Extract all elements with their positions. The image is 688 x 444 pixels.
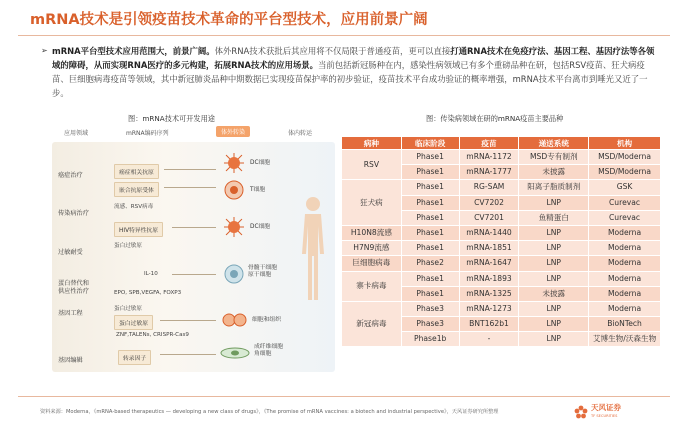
cell-delivery: 未披露 bbox=[519, 286, 589, 301]
right-figure-caption: 图：传染病领域在研的mRNA疫苗主要品种 bbox=[426, 114, 564, 123]
arrow-2 bbox=[164, 187, 216, 188]
text-flu-rsv: 流感、RSV病毒 bbox=[114, 204, 154, 210]
table-row bbox=[342, 256, 661, 271]
cell-vaccine: mRNA-1172 bbox=[459, 150, 519, 165]
cell-delivery: 阳离子脂质制剂 bbox=[519, 180, 589, 195]
label-tissue-cells: 细胞和组织 bbox=[252, 317, 281, 323]
row-gene-editing: 基因编辑 bbox=[58, 357, 83, 364]
cell-delivery: LNP bbox=[519, 332, 589, 347]
cell-phase: Phase1 bbox=[401, 241, 459, 256]
table-row bbox=[342, 301, 661, 316]
table-row bbox=[342, 225, 661, 240]
cell-org: Moderna bbox=[589, 241, 661, 256]
row-cancer: 癌症治疗 bbox=[58, 172, 83, 179]
cell-vaccine: BNT162b1 bbox=[459, 317, 519, 332]
cell-disease: 新冠病毒 bbox=[342, 301, 402, 347]
box-allergen-3: 蛋白过敏原 bbox=[114, 315, 153, 330]
summary-text-1: 体外RNA技术获批后其应用将不仅局限于普通疫苗，更可以直接 bbox=[214, 46, 451, 56]
text-allergen-1: 蛋白过敏原 bbox=[114, 243, 142, 249]
cell-phase: Phase1 bbox=[401, 271, 459, 286]
summary-paragraph bbox=[41, 44, 656, 100]
cell-vaccine: mRNA-1647 bbox=[459, 256, 519, 271]
cell-delivery: LNP bbox=[519, 195, 589, 210]
footer-divider bbox=[18, 396, 670, 397]
col-head-sequence: mRNA编码序列 bbox=[126, 130, 169, 137]
cell-org: Moderna bbox=[589, 271, 661, 286]
cell-delivery: LNP bbox=[519, 225, 589, 240]
th-vaccine: 疫苗 bbox=[459, 137, 519, 150]
cell-vaccine: mRNA-1777 bbox=[459, 165, 519, 180]
box-car: 嵌合抗原受体 bbox=[114, 182, 159, 197]
box-transcription-factor: 转录因子 bbox=[118, 350, 151, 365]
cell-org: Moderna bbox=[589, 225, 661, 240]
col-head-in-vivo: 体内转运 bbox=[288, 130, 313, 137]
cell-org: MSD/Moderna bbox=[589, 165, 661, 180]
cell-vaccine: mRNA-1325 bbox=[459, 286, 519, 301]
label-fibroblast: 成纤维细胞 角细胞 bbox=[254, 344, 283, 357]
cell-vaccine: RG-SAM bbox=[459, 180, 519, 195]
th-org: 机构 bbox=[589, 137, 661, 150]
cell-disease: 狂犬病 bbox=[342, 180, 402, 226]
brand-name bbox=[591, 404, 621, 420]
cell-delivery: LNP bbox=[519, 301, 589, 316]
table-row bbox=[342, 241, 661, 256]
row-protein-replacement: 蛋白替代和 供应性治疗 bbox=[58, 280, 89, 295]
text-allergen-2: 蛋白过敏原 bbox=[114, 306, 142, 312]
cell-phase: Phase1 bbox=[401, 150, 459, 165]
cell-disease: RSV bbox=[342, 150, 402, 180]
label-t-cell: T细胞 bbox=[250, 187, 266, 193]
label-stem-cell: 骨髓干细胞 原干细胞 bbox=[248, 265, 277, 278]
cell-org: Curevac bbox=[589, 195, 661, 210]
cell-vaccine: mRNA-1851 bbox=[459, 241, 519, 256]
cell-delivery: LNP bbox=[519, 256, 589, 271]
th-phase: 临床阶段 bbox=[401, 137, 459, 150]
row-infectious: 传染病治疗 bbox=[58, 210, 89, 217]
cell-delivery: LNP bbox=[519, 271, 589, 286]
cell-org: GSK bbox=[589, 180, 661, 195]
brand-flower-icon bbox=[574, 405, 588, 419]
cell-vaccine: - bbox=[459, 332, 519, 347]
cell-phase: Phase1 bbox=[401, 165, 459, 180]
cell-vaccine: mRNA-1273 bbox=[459, 301, 519, 316]
cell-delivery: 未披露 bbox=[519, 165, 589, 180]
cell-delivery: LNP bbox=[519, 241, 589, 256]
box-cancer-antigen: 癌症相关抗原 bbox=[114, 164, 159, 179]
row-gene-engineering: 基因工程 bbox=[58, 310, 83, 317]
cell-phase: Phase1b bbox=[401, 332, 459, 347]
cell-org: Moderna bbox=[589, 256, 661, 271]
cell-vaccine: mRNA-1440 bbox=[459, 225, 519, 240]
text-gene-tools: ZNF,TALENs, CRISPR-Cas9 bbox=[116, 332, 189, 338]
cell-org: BioNTech bbox=[589, 317, 661, 332]
table-row bbox=[342, 150, 661, 165]
cell-phase: Phase3 bbox=[401, 317, 459, 332]
th-delivery: 递送系统 bbox=[519, 137, 589, 150]
cell-vaccine: CV7202 bbox=[459, 195, 519, 210]
arrow-5 bbox=[160, 320, 216, 321]
cell-phase: Phase3 bbox=[401, 301, 459, 316]
text-il10: IL-10 bbox=[144, 271, 158, 277]
summary-text-2: 当前包括新冠肠种在内，感染性病领域已有多个重磅品种在研，包括RSV疫苗、狂犬病疫苗、巨细胞病毒疫苗等领域，其中新冠肺炎品种中期数据已实现疫苗保护率的初步验证，疫苗技术平台成功验证的概率增强，mRNA技术平台离市到唾光又近了一步。 bbox=[52, 60, 648, 98]
arrow-3 bbox=[172, 227, 216, 228]
cell-phase: Phase1 bbox=[401, 195, 459, 210]
cell-org: 艾博生物/沃森生物 bbox=[589, 332, 661, 347]
cell-phase: Phase2 bbox=[401, 256, 459, 271]
cell-org: Moderna bbox=[589, 286, 661, 301]
cell-disease: H7N9流感 bbox=[342, 241, 402, 256]
table-row bbox=[342, 180, 661, 195]
brand-name-text: 天风证券 bbox=[591, 403, 621, 412]
th-disease: 病种 bbox=[342, 137, 402, 150]
vaccine-table bbox=[341, 136, 661, 347]
cell-phase: Phase1 bbox=[401, 210, 459, 225]
arrow-4 bbox=[172, 274, 216, 275]
cell-phase: Phase1 bbox=[401, 286, 459, 301]
label-dc-cell-1: DC细胞 bbox=[250, 160, 271, 166]
cell-phase: Phase1 bbox=[401, 180, 459, 195]
label-dc-cell-2: DC细胞 bbox=[250, 224, 271, 230]
fibroblast-icon bbox=[220, 346, 250, 360]
cell-vaccine: CV7201 bbox=[459, 210, 519, 225]
row-allergy: 过敏耐受 bbox=[58, 249, 83, 256]
arrow-6 bbox=[160, 354, 216, 355]
footer-source: 资料来源：Moderna，《mRNA-based therapeutics — developing a new class of drugs》，《The promise of mRNA vaccines: a biotech and industrial perspective》，天风证券研究所整理 bbox=[40, 409, 499, 415]
cell-phase: Phase1 bbox=[401, 225, 459, 240]
cell-disease: H10N8流感 bbox=[342, 225, 402, 240]
title-divider bbox=[18, 35, 670, 36]
summary-bold-2: 打通RNA技术在免疫疗法、基因工程、基因疗法等各领域的障碍，从而实现RNA医疗的多元构建，拓展RNA技术的应用场景。 bbox=[52, 46, 655, 70]
page-title: mRNA技术是引领疫苗技术革命的平台型技术，应用前景广阔 bbox=[30, 12, 428, 28]
cell-disease: 巨细胞病毒 bbox=[342, 256, 402, 271]
cell-delivery: MSD专有制剂 bbox=[519, 150, 589, 165]
cell-delivery: 鱼精蛋白 bbox=[519, 210, 589, 225]
box-hiv-antigen: HIV特异性抗原 bbox=[114, 222, 163, 237]
stem-cell-icon bbox=[224, 264, 244, 284]
text-epo: EPO, SPB,VEGFA, FOXP3 bbox=[114, 290, 182, 296]
cell-org: MSD/Moderna bbox=[589, 150, 661, 165]
table-row bbox=[342, 271, 661, 286]
dc-cell-icon-2 bbox=[222, 216, 246, 238]
human-body-icon bbox=[298, 194, 328, 304]
brand-subtitle: TF SECURITIES bbox=[591, 414, 618, 418]
summary-bold-1: mRNA平台型技术应用范围大，前景广阔。 bbox=[52, 46, 215, 56]
t-cell-icon bbox=[224, 180, 244, 200]
cell-delivery: LNP bbox=[519, 317, 589, 332]
mrna-uses-diagram bbox=[52, 124, 335, 374]
left-figure-caption: 图：mRNA技术可开发用途 bbox=[128, 114, 215, 123]
cell-org: Moderna bbox=[589, 301, 661, 316]
bullet-arrow-icon: ➢ bbox=[41, 46, 48, 55]
dc-cell-icon bbox=[222, 152, 246, 174]
cell-vaccine: mRNA-1893 bbox=[459, 271, 519, 286]
arrow-1 bbox=[164, 169, 216, 170]
cell-disease: 寨卡病毒 bbox=[342, 271, 402, 301]
col-head-in-vitro: 体外转染 bbox=[216, 126, 250, 137]
cell-org: Curevac bbox=[589, 210, 661, 225]
brand-logo bbox=[574, 404, 621, 420]
table-header-row bbox=[342, 137, 661, 150]
tissue-cells-icon bbox=[222, 312, 248, 328]
col-head-field: 应用领域 bbox=[64, 130, 89, 137]
